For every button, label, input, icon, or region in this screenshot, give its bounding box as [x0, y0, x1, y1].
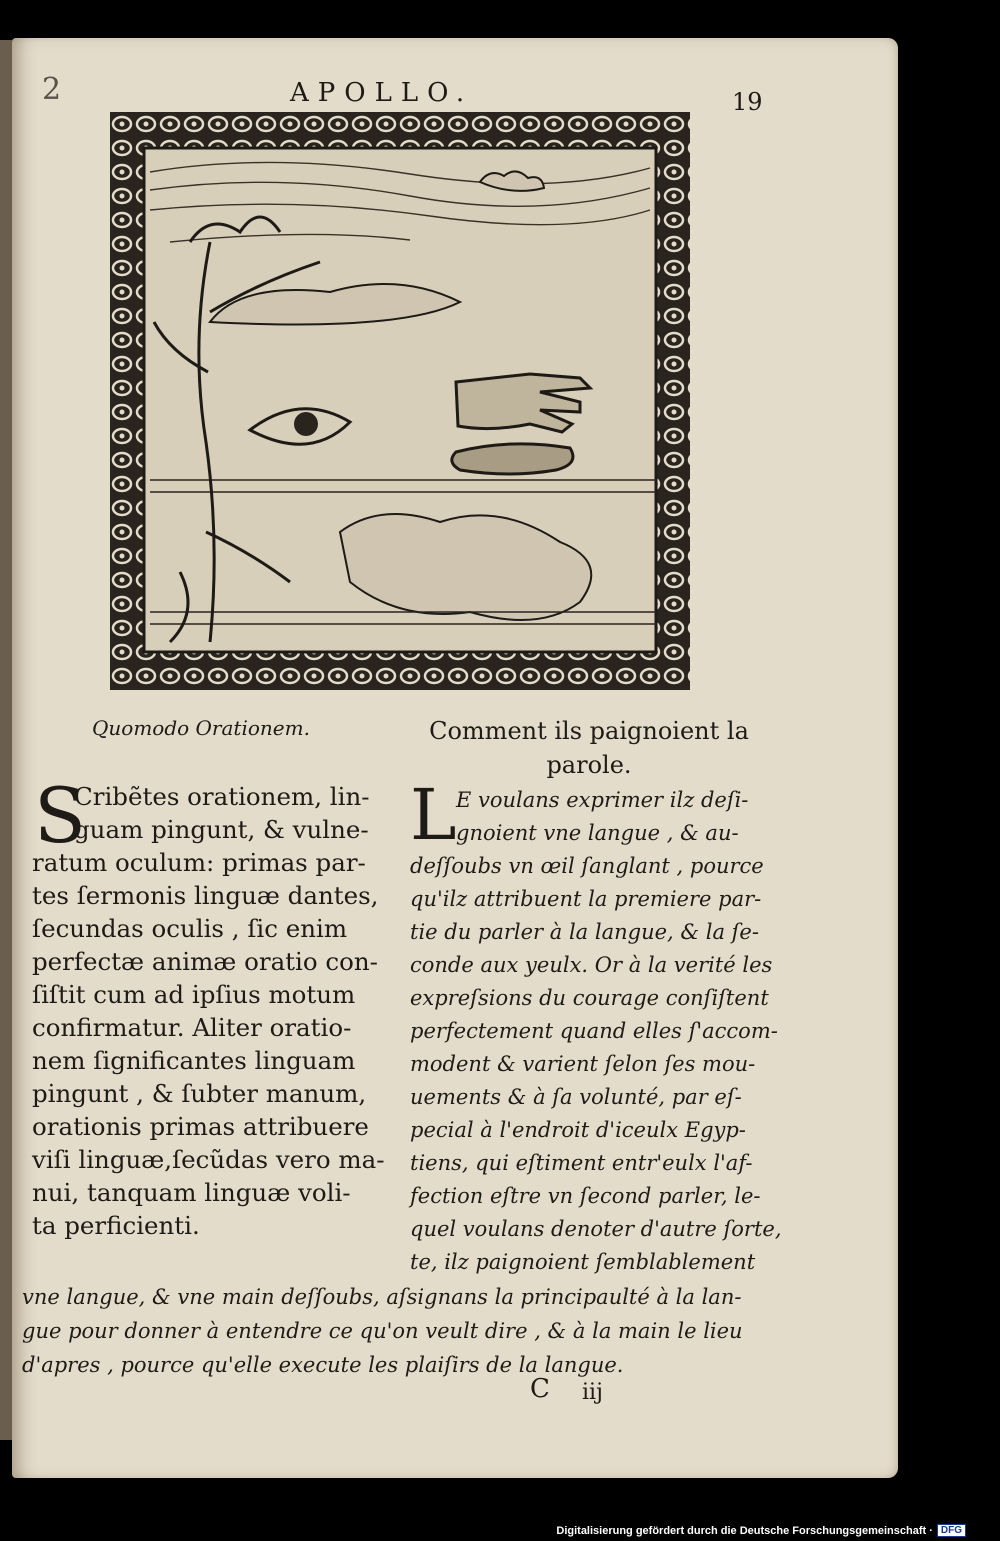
french-caption: Comment ils paignoient la parole. — [429, 717, 749, 779]
tongue-icon — [452, 444, 573, 474]
full-width-text — [22, 1280, 782, 1382]
footer-credit — [556, 1524, 966, 1537]
running-head: APOLLO. — [290, 78, 474, 108]
french-line: E voulans exprimer ilz deſi- — [456, 788, 749, 812]
latin-drop-cap: S — [34, 771, 87, 860]
woodcut-illustration — [110, 112, 690, 690]
french-line: pecial à l'endroit d'iceulx Egyp- — [410, 1118, 746, 1142]
signature-number: iij — [582, 1380, 603, 1405]
page-number: 19 — [732, 88, 763, 116]
latin-line: ta perficienti. — [32, 1211, 200, 1240]
latin-line: nui, tanquam linguæ voli- — [32, 1178, 351, 1207]
latin-caption: Quomodo Orationem. — [92, 716, 310, 740]
french-line: tiens, qui eſtiment entr'eulx l'af- — [410, 1151, 753, 1175]
latin-line: ſiſtit cum ad ipſius motum — [32, 980, 356, 1009]
latin-line: confirmatur. Aliter oratio- — [32, 1013, 352, 1042]
french-line: tie du parler à la langue, & la ſe- — [410, 920, 759, 944]
latin-line: viſi linguæ,ſecũdas vero ma- — [32, 1145, 385, 1174]
latin-column — [32, 771, 392, 1242]
french-line: uements & à ſa volunté, par eſ- — [410, 1085, 742, 1109]
french-line: qu'ilz attribuent la premiere par- — [410, 887, 762, 911]
book-spine-edge — [0, 40, 12, 1440]
french-line: gnoient vne langue , & au- — [456, 821, 739, 845]
latin-line: tes ſermonis linguæ dantes, — [32, 881, 379, 910]
latin-line: pingunt , & ſubter manum, — [32, 1079, 367, 1108]
latin-line: orationis primas attribuere — [32, 1112, 369, 1141]
latin-line: guam pingunt, & vulne- — [74, 815, 369, 844]
hand-icon — [456, 374, 590, 432]
full-line: d'apres , pource qu'elle execute les plaiſirs de la langue. — [22, 1353, 624, 1377]
french-line: conde aux yeulx. Or à la verité les — [410, 953, 773, 977]
french-line: fection eſtre vn ſecond parler, le- — [410, 1184, 761, 1208]
french-line: expreſsions du courage conſiſtent — [410, 986, 769, 1010]
full-line: vne langue, & vne main deſſoubs, aſsignans la principaulté à la lan- — [22, 1285, 742, 1309]
french-line: te, ilz paignoient ſemblablement — [410, 1250, 756, 1274]
signature-mark: C — [530, 1374, 550, 1404]
latin-line: perfectæ animæ oratio con- — [32, 947, 378, 976]
latin-line: ſecundas oculis , ſic enim — [32, 914, 348, 943]
latin-line: nem ſignificantes linguam — [32, 1046, 356, 1075]
latin-line: ratum oculum: primas par- — [32, 848, 366, 877]
footer-text: Digitalisierung gefördert durch die Deutsche Forschungsgemeinschaft · — [556, 1524, 933, 1537]
corner-mark: 2 — [42, 72, 62, 107]
french-column — [410, 784, 782, 1279]
french-line: modent & varient ſelon ſes mou- — [410, 1052, 756, 1076]
french-line: quel voulans denoter d'autre ſorte, — [410, 1217, 782, 1241]
french-line: deſſoubs vn œil ſanglant , pource — [410, 854, 764, 878]
latin-line: Cribẽtes orationem, lin- — [74, 782, 370, 811]
french-drop-cap: L — [410, 774, 457, 856]
dfg-logo: DFG — [937, 1524, 966, 1537]
full-line: gue pour donner à entendre ce qu'on veult dire , & à la main le lieu — [22, 1319, 743, 1343]
french-line: perfectement quand elles ſ'accom- — [410, 1019, 778, 1043]
